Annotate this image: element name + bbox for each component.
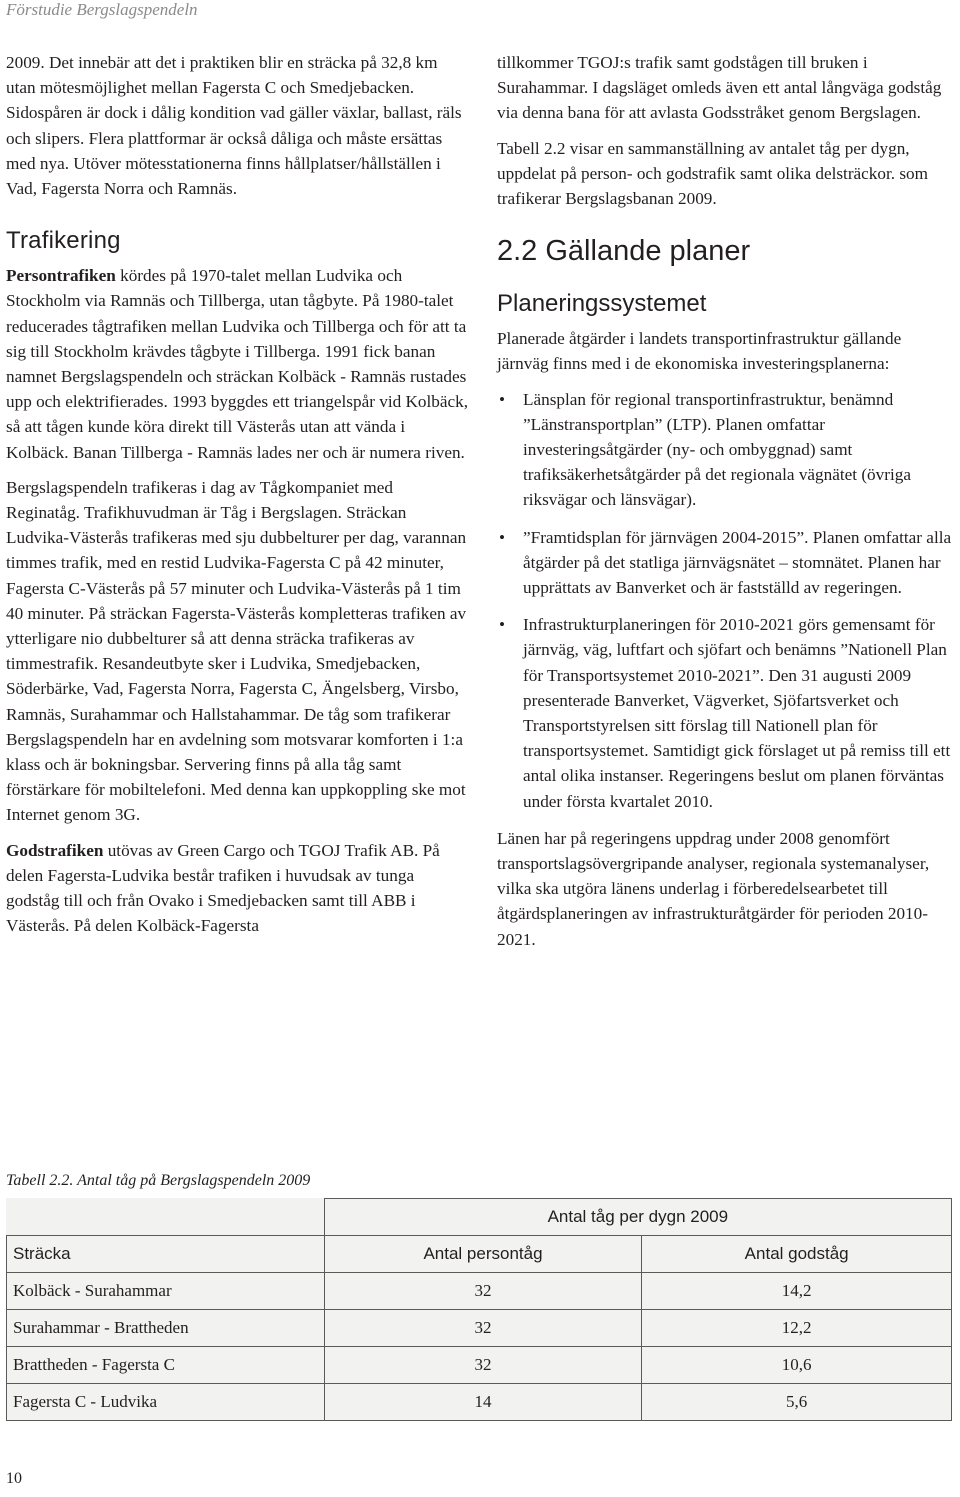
paragraph-passenger-traffic <box>6 263 468 465</box>
bullet-icon: • <box>499 615 506 635</box>
passenger-text: kördes på 1970-talet mellan Ludvika och Stockholm via Ramnäs och Tillberga, utan tågbyte. På 1980-talet reducerades tågtrafiken mellan Ludvika och Tillberga och för att ta sig till Stockholm krävdes tågbyte i Tillberga. 1991 fick banan namnet Bergslagspendeln och sträckan Kolbäck - Ramnäs rustades upp och elektrifierades. 1993 byggdes ett triangelspår vid Kolbäck, så att tågen kunde köra direkt till Västerås utan att vända i Kolbäck. Banan Tillberga - Ramnäs lades ner och är numera riven. <box>6 266 469 462</box>
paragraph-freight-continued: tillkommer TGOJ:s trafik samt godstågen till bruken i Surahammar. I dagsläget omleds även ett antal långväga godståg via denna bana för att avlasta Godsstråket genom Bergslagen. <box>497 53 942 123</box>
table-header-row <box>7 1236 952 1273</box>
table-cell: Fagersta C - Ludvika <box>7 1384 325 1421</box>
table-cell: Surahammar - Brattheden <box>7 1310 325 1347</box>
table-cell: 32 <box>324 1273 642 1310</box>
trains-table <box>6 1198 952 1421</box>
table-row <box>7 1273 952 1310</box>
table-cell: 32 <box>324 1347 642 1384</box>
table-cell: 14,2 <box>642 1273 952 1310</box>
list-item-text: Länsplan för regional transportinfrastruktur, benämnd ”Länstransportplan” (LTP). Planen omfattar investeringsåtgärder (ny- och ombyggnad) samt trafiksäkerhetsåtgärder på det regionala vägnätet (övriga riksvägar och länsvägar). <box>523 389 911 510</box>
table-cell: 32 <box>324 1310 642 1347</box>
list-item-text: ”Framtidsplan för järnvägen 2004-2015”. Planen omfattar alla åtgärder på det statliga järnvägsnätet – stomnätet. Planen har upprättats av Banverket och är fastställd av regeringen. <box>523 527 952 598</box>
table-cell: 5,6 <box>642 1384 952 1421</box>
table-cell: 14 <box>324 1384 642 1421</box>
paragraph-current-traffic: Bergslagspendeln trafikeras i dag av Tågkompaniet med Reginatåg. Trafikhuvudman är Tåg i Bergslagen. Sträckan Ludvika-Västerås trafikeras med sju dubbelturer per dag, varannan timmes trafik, med en restid Ludvika-Fagersta C på 42 minuter, Fagersta C-Västerås på 57 minuter och Ludvika-Västerås på 1 tim 40 minuter. På sträckan Fagersta-Västerås kompletteras trafiken av ytterligare nio dubbelturer så att denna sträcka trafikeras av timmestrafik. Resandeutbyte sker i Ludvika, Smedjebacken, Söderbärke, Vad, Fagersta Norra, Fagersta C, Ängelsberg, Virsbo, Ramnäs, Surahammar och Hallstahammar. De tåg som trafikerar Bergslagspendeln har en avdelning som motsvarar komforten i 1:a klass och är bokningsbar. Servering finns på alla tåg samt förstärkare för mobiltelefoni. Med denna kan uppkoppling ske mot Internet genom 3G. <box>6 477 467 825</box>
table-caption: Tabell 2.2. Antal tåg på Bergslagspendeln 2009 <box>6 1172 311 1189</box>
paragraph-regional-analyses: Länen har på regeringens uppdrag under 2008 genomfört transportslagsövergripande analyser, regionala systemanalyser, vilka ska utgöra länens underlag i förberedelsearbetet till åtgärdsplaneringen av infrastrukturåtgärder för perioden 2010-2021. <box>497 828 930 949</box>
table-row <box>7 1347 952 1384</box>
list-item <box>497 525 955 601</box>
bullet-icon: • <box>499 389 506 409</box>
right-column <box>497 50 955 962</box>
column-header: Sträcka <box>7 1236 325 1273</box>
table-group-header: Antal tåg per dygn 2009 <box>324 1199 951 1236</box>
bullet-icon: • <box>499 527 506 547</box>
table-cell: Brattheden - Fagersta C <box>7 1347 325 1384</box>
paragraph-freight-traffic <box>6 838 468 939</box>
lead-term-passenger: Persontrafiken <box>6 266 116 286</box>
left-column <box>6 50 468 949</box>
heading-planeringssystemet: Planeringssystemet <box>497 290 707 318</box>
paragraph-table-reference: Tabell 2.2 visar en sammanställning av antalet tåg per dygn, uppdelat på person- och godstrafik samt olika delsträckor. som trafikerar Bergslagsbanan 2009. <box>497 138 929 209</box>
page-number: 10 <box>6 1470 22 1487</box>
column-header: Antal godståg <box>642 1236 952 1273</box>
heading-trafikering: Trafikering <box>6 227 121 255</box>
paragraph-plans-intro: Planerade åtgärder i landets transportinfrastruktur gällande järnväg finns med i de ekonomiska investeringsplanerna: <box>497 329 902 374</box>
table-cell: 10,6 <box>642 1347 952 1384</box>
table-cell: 12,2 <box>642 1310 952 1347</box>
running-title: Förstudie Bergslagspendeln <box>6 0 198 19</box>
heading-gallande-planer: 2.2 Gällande planer <box>497 235 751 268</box>
table-cell: Kolbäck - Surahammar <box>7 1273 325 1310</box>
column-header: Antal persontåg <box>324 1236 642 1273</box>
freight-text: utövas av Green Cargo och TGOJ Trafik AB. På delen Fagersta-Ludvika består trafiken i huvudsak av tunga godståg till och från Ovako i Smedjebacken samt till ABB i Västerås. På delen Kolbäck-Fagersta <box>6 840 440 936</box>
lead-term-freight: Godstrafiken <box>6 840 104 860</box>
table-group-header-row <box>7 1199 952 1236</box>
plans-list <box>497 387 955 814</box>
list-item <box>497 612 955 814</box>
list-item-text: Infrastrukturplaneringen för 2010-2021 görs gemensamt för järnväg, väg, luftfart och sjöfart och benämns ”Nationell Plan för Transportsystemet 2010-2021”. Den 31 augusti 2009 presenterade Banverket, Vägverket, Sjöfartsverket och Transportstyrelsen sitt förslag till Nationell plan för transportsystemet. Samtidigt gick förslaget ut på remiss till ett antal olika instanser. Regeringens beslut om planen förväntas under första kvartalet 2010. <box>523 615 951 811</box>
table-row <box>7 1384 952 1421</box>
table-empty-cell <box>7 1199 325 1236</box>
paragraph-sidings: 2009. Det innebär att det i praktiken blir en sträcka på 32,8 km utan mötesmöjlighet mellan Fagersta C och Smedjebacken. Sidospåren är dock i dålig kondition vad gäller växlar, ballast, räls och slipers. Flera plattformar är också dåliga och måste ersättas med nya. Utöver mötesstationerna finns hållplatser/hållställen i Vad, Fagersta Norra och Ramnäs. <box>6 53 462 199</box>
list-item <box>497 387 955 513</box>
table-row <box>7 1310 952 1347</box>
